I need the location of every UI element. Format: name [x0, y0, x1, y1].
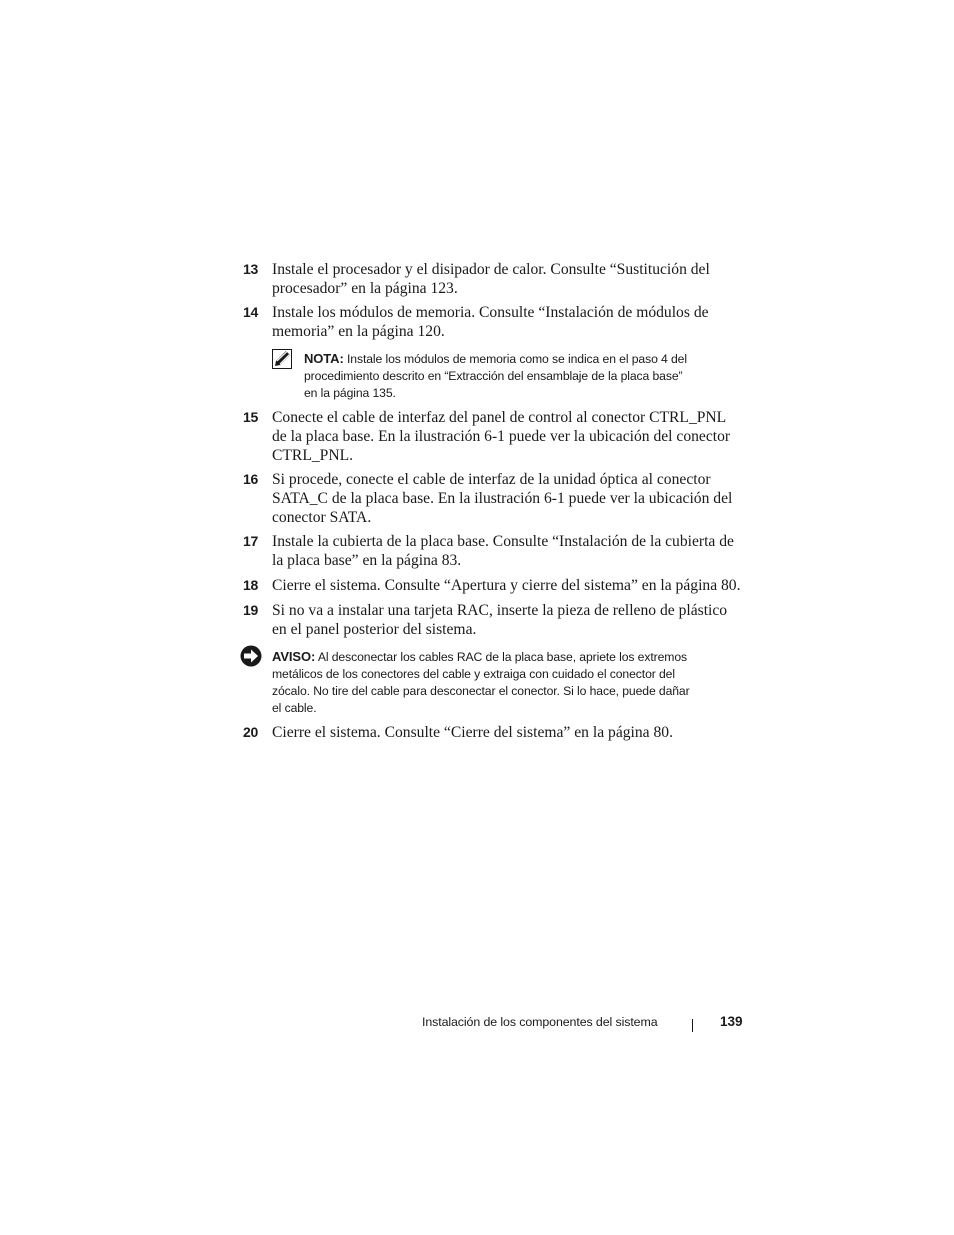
step-text: Instale los módulos de memoria. Consulte “Instalación de módulos de memoria” en la página 120. [272, 304, 709, 340]
step-text: Cierre el sistema. Consulte “Apertura y cierre del sistema” en la página 80. [272, 577, 741, 594]
footer-separator [692, 1019, 693, 1032]
step-text: Instale la cubierta de la placa base. Consulte “Instalación de la cubierta de la placa base” en la página 83. [272, 533, 734, 569]
step-number: 20 [243, 724, 258, 740]
notice-label: AVISO: [272, 649, 316, 664]
step-number: 15 [243, 409, 258, 425]
step-number: 19 [243, 602, 258, 618]
note-callout: NOTA: Instale los módulos de memoria como se indica en el paso 4 del procedimiento descrito en “Extracción del ensamblaje de la placa base” en la página 135. [304, 351, 687, 400]
step-text: Conecte el cable de interfaz del panel de control al conector CTRL_PNL de la placa base. En la ilustración 6-1 puede ver la ubicación del conector CTRL_PNL. [272, 409, 731, 464]
pencil-note-icon [272, 349, 292, 374]
step-number: 16 [243, 471, 258, 487]
step-number: 13 [243, 261, 258, 277]
note-label: NOTA: [304, 351, 344, 366]
step-text: Instale el procesador y el disipador de calor. Consulte “Sustitución del procesador” en la página 123. [272, 261, 710, 297]
notice-callout: AVISO: Al desconectar los cables RAC de la placa base, apriete los extremos metálicos de los conectores del cable y extraiga con cuidado el conector del zócalo. No tire del cable para desconectar el conector. Si lo hace, puede dañar el cable. [272, 649, 690, 715]
step-text: Cierre el sistema. Consulte “Cierre del sistema” en la página 80. [272, 724, 673, 741]
page-number: 139 [720, 1014, 743, 1029]
step-number: 18 [243, 577, 258, 593]
step-text: Si procede, conecte el cable de interfaz de la unidad óptica al conector SATA_C de la placa base. En la ilustración 6-1 puede ver la ubicación del conector SATA. [272, 471, 733, 526]
step-number: 17 [243, 533, 258, 549]
step-text: Si no va a instalar una tarjeta RAC, inserte la pieza de relleno de plástico en el panel posterior del sistema. [272, 602, 728, 638]
footer-chapter-title: Instalación de los componentes del sistema [422, 1015, 658, 1029]
step-number: 14 [243, 304, 258, 320]
notice-arrow-icon [240, 645, 262, 672]
